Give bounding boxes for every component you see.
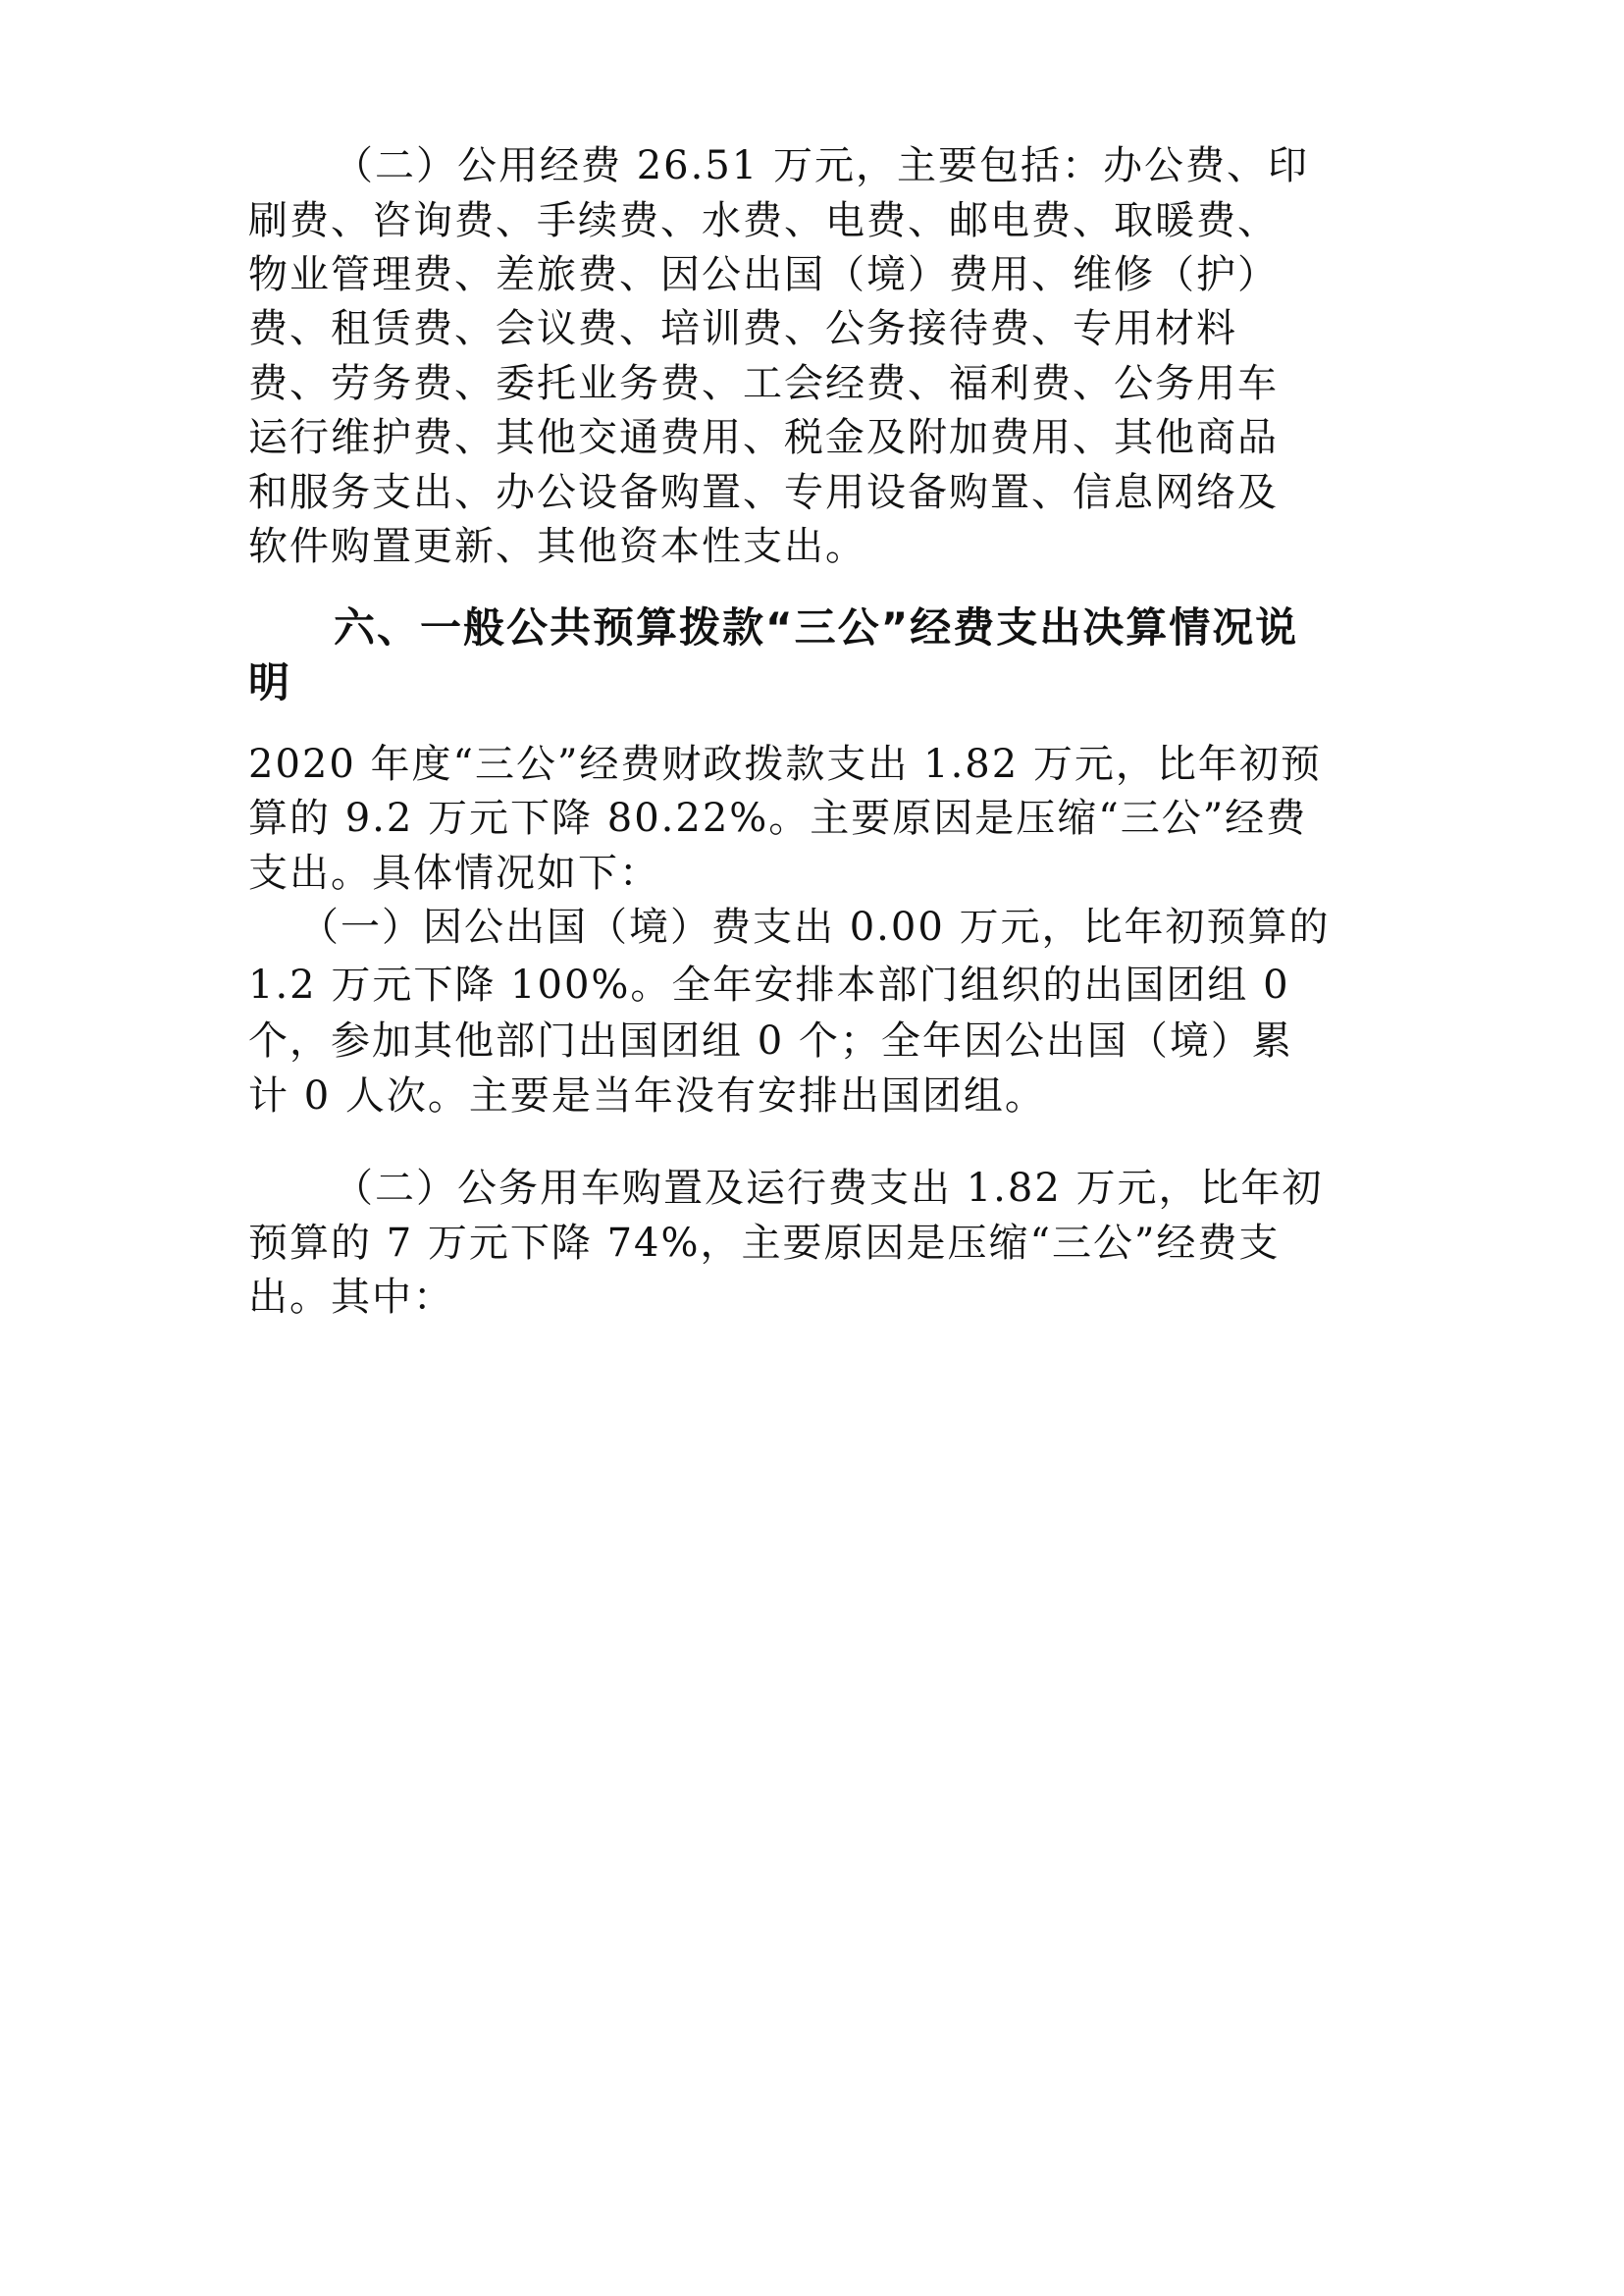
paragraph-line: 和服务支出、办公设备购置、专用设备购置、信息网络及	[248, 470, 1279, 515]
paragraph-line: 个，参加其他部门出国团组 0 个；全年因公出国（境）累	[248, 1018, 1293, 1064]
paragraph-line: 费、租赁费、会议费、培训费、公务接待费、专用材料	[248, 306, 1237, 351]
paragraph-line: 出。其中：	[248, 1275, 454, 1320]
paragraph-line: 计 0 人次。主要是当年没有安排出国团组。	[248, 1073, 1046, 1119]
heading-line: 明	[248, 658, 292, 706]
paragraph-line: 算的 9.2 万元下降 80.22%。主要原因是压缩“三公”经费	[248, 796, 1308, 841]
paragraph-line: 软件购置更新、其他资本性支出。	[248, 524, 866, 569]
paragraph-line: 1.2 万元下降 100%。全年安排本部门组织的出国团组 0	[248, 963, 1290, 1008]
paragraph-line: 物业管理费、差旅费、因公出国（境）费用、维修（护）	[248, 252, 1279, 297]
paragraph-line: 费、劳务费、委托业务费、工会经费、福利费、公务用车	[248, 361, 1279, 406]
paragraph-line: 支出。具体情况如下：	[248, 851, 660, 896]
paragraph-line: （二）公用经费 26.51 万元，主要包括：办公费、印	[334, 143, 1309, 188]
paragraph-line: （二）公务用车购置及运行费支出 1.82 万元，比年初	[334, 1166, 1324, 1211]
paragraph-line: 刷费、咨询费、手续费、水费、电费、邮电费、取暖费、	[248, 198, 1279, 243]
paragraph-line: 2020 年度“三公”经费财政拨款支出 1.82 万元，比年初预	[248, 742, 1322, 787]
paragraph-line: （一）因公出国（境）费支出 0.00 万元，比年初预算的	[299, 905, 1331, 950]
paragraph-line: 运行维护费、其他交通费用、税金及附加费用、其他商品	[248, 415, 1279, 460]
paragraph-line: 预算的 7 万元下降 74%，主要原因是压缩“三公”经费支	[248, 1221, 1281, 1266]
heading-line: 六、一般公共预算拨款“三公”经费支出决算情况说	[334, 603, 1299, 652]
